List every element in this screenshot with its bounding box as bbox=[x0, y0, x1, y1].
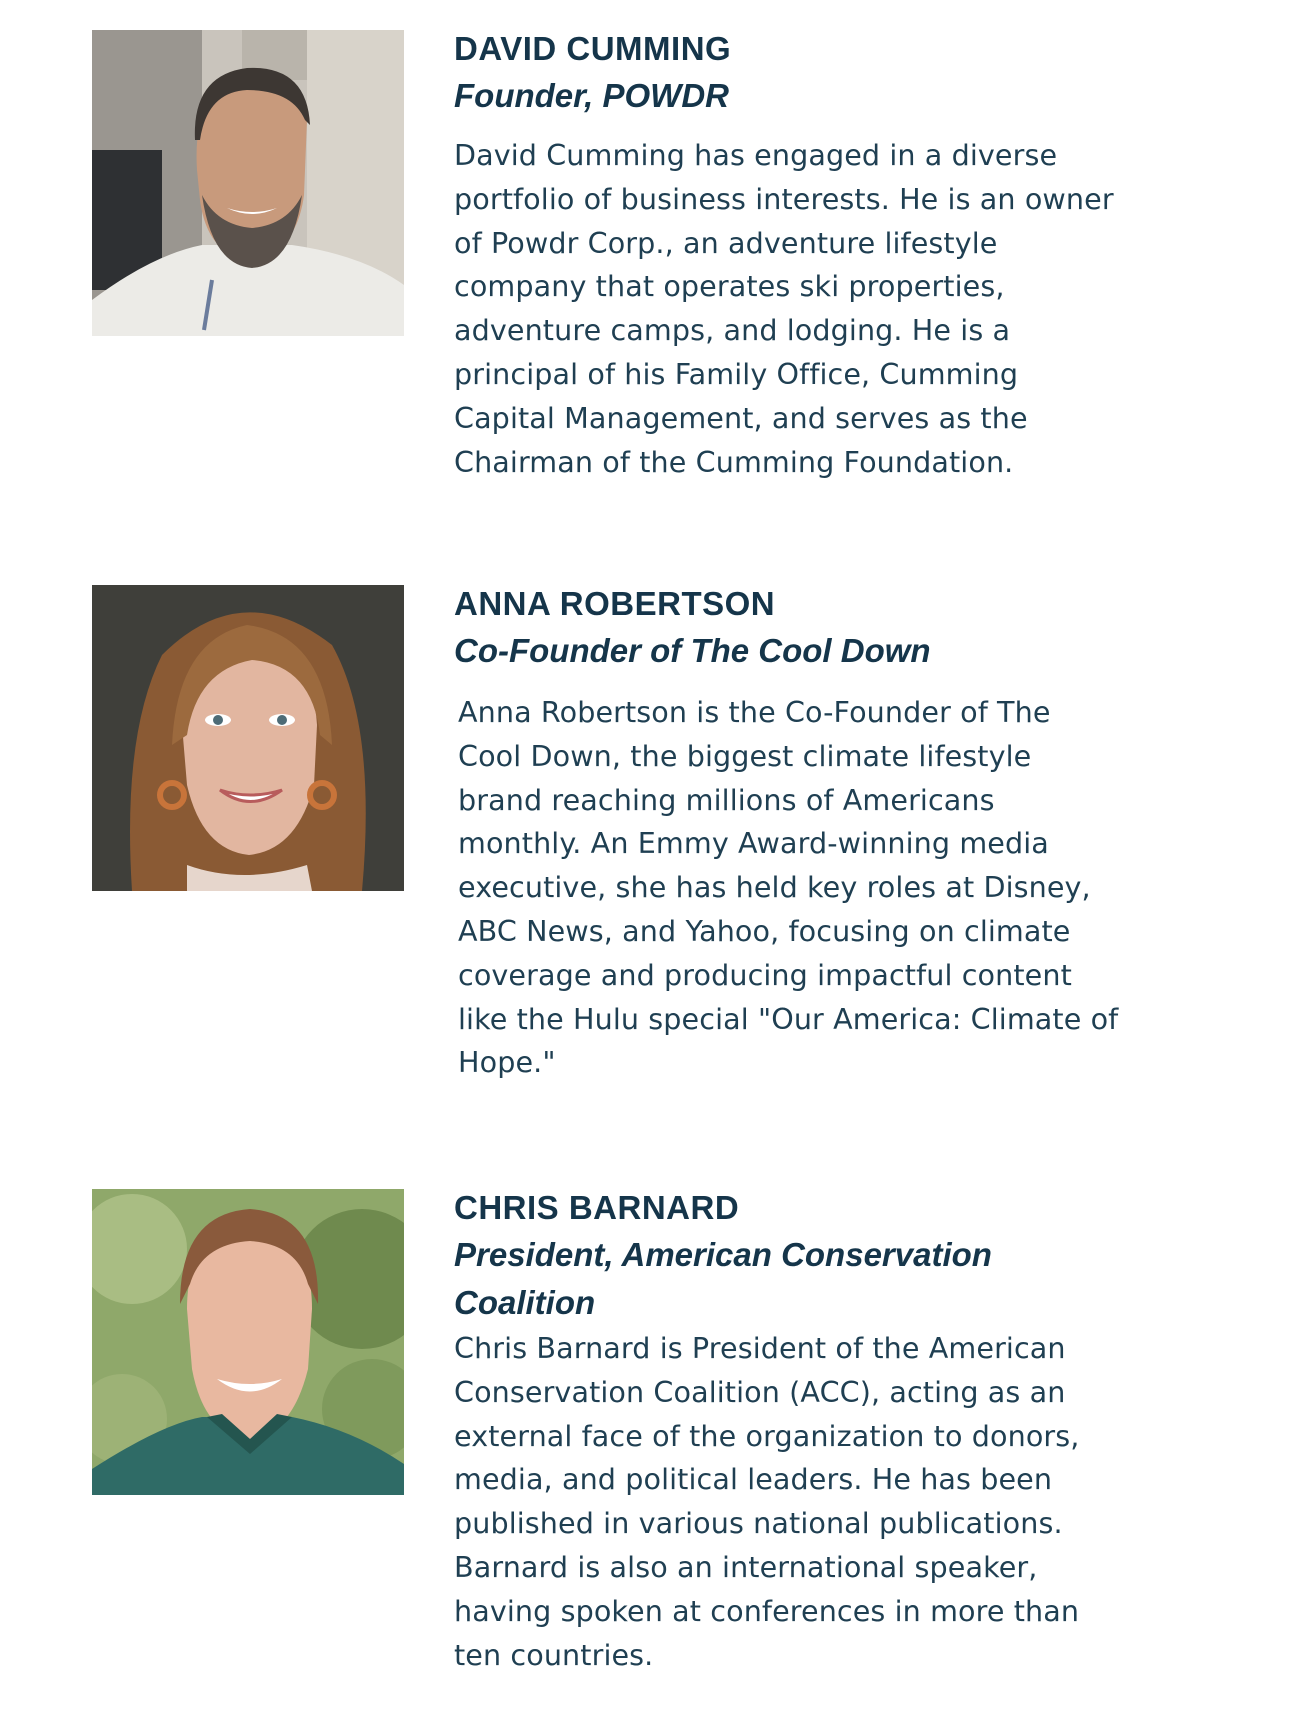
bio-line: ABC News, and Yahoo, focusing on climate bbox=[458, 913, 1071, 948]
speaker-bio bbox=[454, 134, 1214, 484]
bio-line: company that operates ski properties, bbox=[454, 269, 1005, 304]
role-line: Coalition bbox=[454, 1284, 596, 1321]
bio-line: portfolio of business interests. He is an owner bbox=[454, 181, 1114, 216]
speaker-role bbox=[454, 1231, 1214, 1327]
speaker-role: Co-Founder of The Cool Down bbox=[454, 632, 931, 669]
bio-line: executive, she has held key roles at Disney, bbox=[458, 870, 1091, 905]
speaker-info-anna-robertson bbox=[454, 581, 1214, 1085]
bio-line: Conservation Coalition (ACC), acting as an bbox=[454, 1374, 1066, 1409]
bio-line: having spoken at conferences in more than bbox=[454, 1593, 1080, 1628]
bio-line: principal of his Family Office, Cumming bbox=[454, 356, 1019, 391]
bio-line: Chairman of the Cumming Foundation. bbox=[454, 444, 1014, 479]
bio-line: Chris Barnard is President of the American bbox=[454, 1331, 1066, 1365]
speaker-info-chris-barnard bbox=[454, 1185, 1214, 1677]
speaker-name: DAVID CUMMING bbox=[454, 30, 732, 67]
bio-line: of Powdr Corp., an adventure lifestyle bbox=[454, 225, 998, 260]
speaker-info-david-cumming bbox=[454, 26, 1214, 484]
speaker-bio bbox=[454, 691, 1214, 1085]
bio-line: brand reaching millions of Americans bbox=[458, 782, 995, 817]
bio-line: Barnard is also an international speaker, bbox=[454, 1549, 1038, 1584]
bio-line: Anna Robertson is the Co-Founder of The bbox=[458, 695, 1051, 729]
speaker-name: CHRIS BARNARD bbox=[454, 1189, 740, 1226]
bio-line: monthly. An Emmy Award-winning media bbox=[458, 826, 1049, 861]
bio-line: adventure camps, and lodging. He is a bbox=[454, 313, 1011, 348]
speaker-role: Founder, POWDR bbox=[454, 77, 729, 114]
bio-line: like the Hulu special "Our America: Climate of bbox=[458, 1001, 1119, 1036]
speaker-photo-chris-barnard bbox=[92, 1189, 404, 1495]
bio-line: published in various national publications. bbox=[454, 1506, 1063, 1541]
speaker-photo-anna-robertson bbox=[92, 585, 404, 891]
bio-line: media, and political leaders. He has been bbox=[454, 1462, 1053, 1497]
role-line: President, American Conservation bbox=[454, 1236, 992, 1273]
bio-line: ten countries. bbox=[454, 1637, 654, 1672]
bio-line: coverage and producing impactful content bbox=[458, 957, 1072, 992]
speaker-name: ANNA ROBERTSON bbox=[454, 585, 776, 622]
bio-line: Cool Down, the biggest climate lifestyle bbox=[458, 738, 1032, 773]
bio-line: David Cumming has engaged in a diverse bbox=[454, 138, 1058, 172]
bio-line: Capital Management, and serves as the bbox=[454, 400, 1028, 435]
bio-line: Hope." bbox=[458, 1045, 556, 1080]
speaker-photo-david-cumming bbox=[92, 30, 404, 336]
speaker-bio bbox=[454, 1327, 1214, 1677]
bio-line: external face of the organization to donors, bbox=[454, 1418, 1080, 1453]
